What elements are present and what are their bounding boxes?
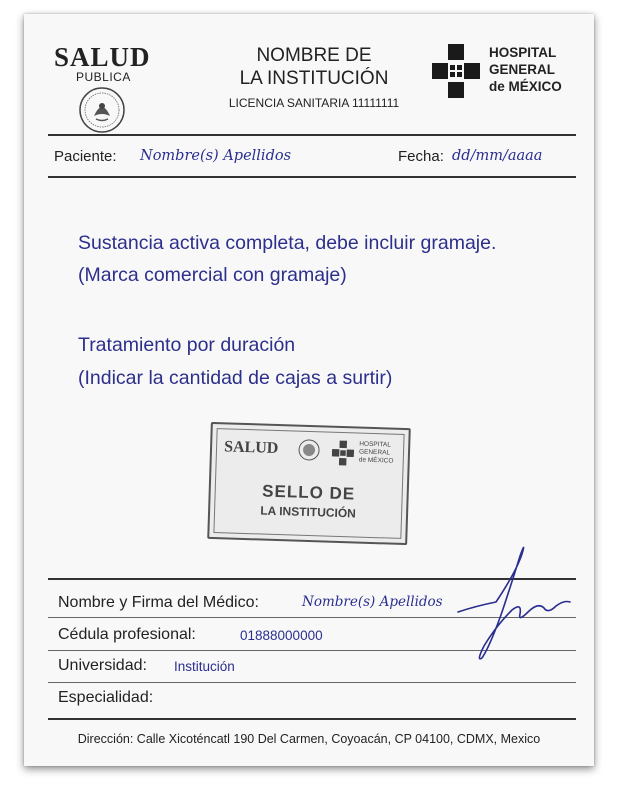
prescription-line-4: (Indicar la cantidad de cajas a surtir) bbox=[78, 367, 393, 389]
prescription-line-3: Tratamiento por duración bbox=[78, 334, 296, 356]
stamp-text-line2: LA INSTITUCIÓN bbox=[260, 503, 357, 521]
salud-subtitle: PUBLICA bbox=[76, 70, 131, 84]
divider-doctor-bottom bbox=[48, 718, 576, 720]
doctor-name-value: Nombre(s) Apellidos bbox=[302, 594, 443, 610]
prescription-line-2: (Marca comercial con gramaje) bbox=[78, 264, 347, 286]
patient-name-value: Nombre(s) Apellidos bbox=[140, 148, 292, 164]
stamp-hospital-line3: de MÉXICO bbox=[358, 456, 394, 465]
specialty-label: Especialidad: bbox=[58, 689, 154, 706]
institution-stamp bbox=[207, 422, 411, 545]
stamp-hospital-line2: GENERAL bbox=[358, 448, 391, 457]
stamp-hospital-cross-icon bbox=[332, 440, 355, 467]
university-label: Universidad: bbox=[58, 657, 147, 674]
stamp-hospital-name bbox=[359, 441, 408, 466]
hospital-cross-icon bbox=[432, 44, 480, 98]
cedula-value: 01888000000 bbox=[240, 628, 323, 643]
divider-doctor-3 bbox=[48, 682, 576, 683]
stamp-seal-icon bbox=[298, 439, 321, 462]
institution-title-line2: LA INSTITUCIÓN bbox=[239, 68, 389, 89]
stamp-salud-text: SALUD bbox=[223, 438, 279, 458]
prescription-line-1: Sustancia activa completa, debe incluir gramaje. bbox=[78, 232, 497, 254]
divider-top bbox=[48, 134, 576, 136]
hospital-name-line3: de MÉXICO bbox=[489, 79, 562, 94]
patient-label: Paciente: bbox=[54, 148, 117, 165]
date-value: dd/mm/aaaa bbox=[452, 148, 543, 164]
hospital-name-line1: HOSPITAL bbox=[489, 45, 557, 60]
university-value: Institución bbox=[174, 659, 235, 674]
prescription-sheet bbox=[24, 14, 594, 766]
doctor-signature bbox=[456, 542, 576, 662]
divider-patient bbox=[48, 176, 576, 178]
cedula-label: Cédula profesional: bbox=[58, 626, 196, 643]
institution-title bbox=[204, 44, 424, 90]
footer-address: Dirección: Calle Xicoténcatl 190 Del Carmen, Coyoacán, CP 04100, CDMX, Mexico bbox=[77, 732, 541, 746]
salud-logo-text: SALUD bbox=[54, 42, 151, 72]
hospital-name bbox=[489, 44, 589, 95]
stamp-text-line1: SELLO DE bbox=[261, 481, 356, 504]
hospital-name-line2: GENERAL bbox=[489, 62, 556, 77]
national-seal-icon bbox=[78, 86, 126, 134]
sanitary-license: LICENCIA SANITARIA 11111111 bbox=[228, 96, 400, 110]
doctor-name-label: Nombre y Firma del Médico: bbox=[58, 594, 259, 611]
stamp-hospital-line1: HOSPITAL bbox=[359, 440, 392, 449]
date-label: Fecha: bbox=[398, 148, 444, 165]
institution-title-line1: NOMBRE DE bbox=[256, 45, 372, 66]
